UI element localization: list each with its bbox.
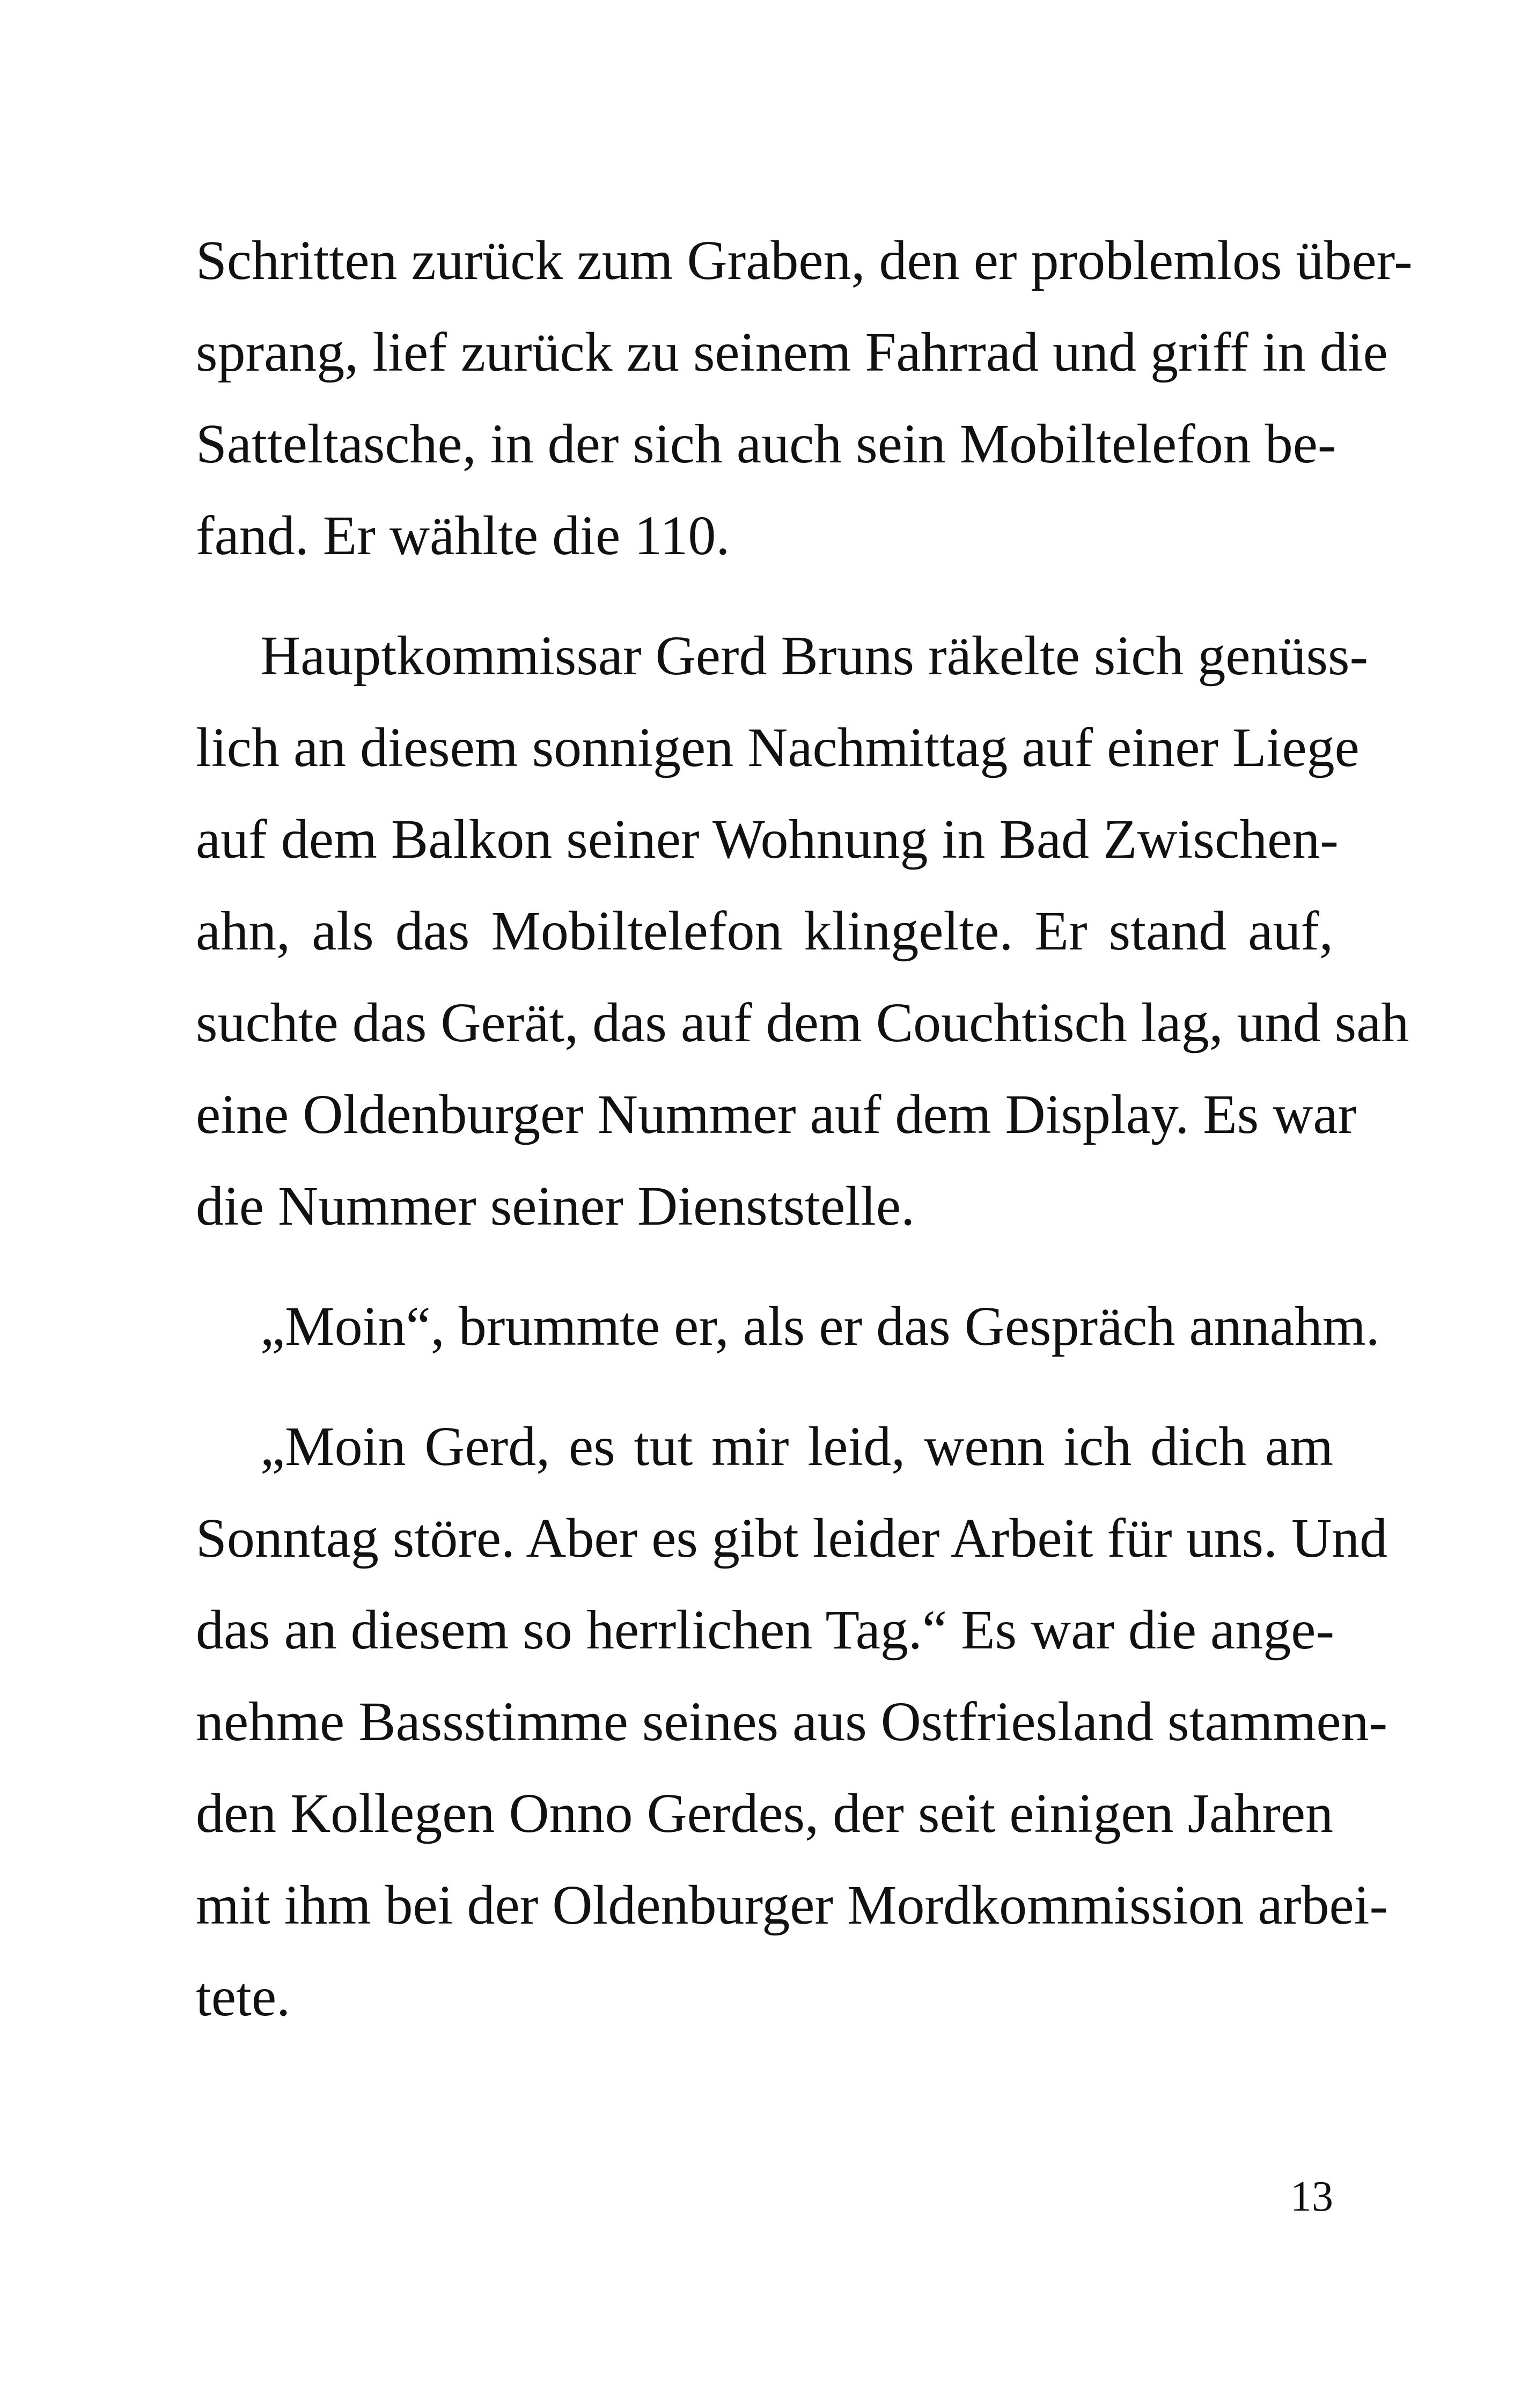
text-line: Sonntag störe. Aber es gibt leider Arbeit für uns. Und bbox=[196, 1507, 1388, 1569]
text-line: eine Oldenburger Nummer auf dem Display. Es war bbox=[196, 1084, 1357, 1145]
paragraph bbox=[196, 215, 1413, 581]
page-number: 13 bbox=[1290, 2173, 1333, 2220]
text-line: lich an diesem sonnigen Nachmittag auf einer Liege bbox=[196, 717, 1360, 778]
text-line: mit ihm bei der Oldenburger Mordkommission arbei- bbox=[196, 1874, 1388, 1936]
text-line: fand. Er wählte die 110. bbox=[196, 505, 730, 566]
text-line: „Moin“, brummte er, als er das Gespräch annahm. bbox=[260, 1295, 1380, 1357]
text-line: „Moin Gerd, es tut mir leid, wenn ich dich am bbox=[260, 1416, 1333, 1477]
paragraph bbox=[196, 610, 1409, 1252]
body-text bbox=[196, 215, 1413, 2043]
text-line: tete. bbox=[196, 1966, 291, 2028]
text-line: Hauptkommissar Gerd Bruns räkelte sich genüss- bbox=[260, 625, 1369, 687]
text-line: nehme Bassstimme seines aus Ostfriesland stammen- bbox=[196, 1691, 1388, 1752]
text-line: suchte das Gerät, das auf dem Couchtisch lag, und sah bbox=[196, 992, 1409, 1054]
text-line: die Nummer seiner Dienststelle. bbox=[196, 1175, 915, 1237]
text-line: das an diesem so herrlichen Tag.“ Es war die ange- bbox=[196, 1599, 1334, 1661]
paragraph-gap bbox=[196, 1372, 1333, 1401]
text-line: Satteltasche, in der sich auch sein Mobiltelefon be- bbox=[196, 413, 1336, 475]
text-line: ahn, als das Mobiltelefon klingelte. Er stand auf, bbox=[196, 900, 1333, 962]
paragraph-gap bbox=[196, 581, 1333, 610]
paragraph bbox=[196, 1280, 1380, 1372]
text-line: sprang, lief zurück zu seinem Fahrrad und griff in die bbox=[196, 321, 1388, 383]
text-line: auf dem Balkon seiner Wohnung in Bad Zwischen- bbox=[196, 808, 1339, 870]
paragraph bbox=[196, 1401, 1388, 2043]
paragraph-gap bbox=[196, 1252, 1333, 1280]
text-line: Schritten zurück zum Graben, den er problemlos über- bbox=[196, 230, 1413, 291]
text-line: den Kollegen Onno Gerdes, der seit einigen Jahren bbox=[196, 1783, 1333, 1844]
